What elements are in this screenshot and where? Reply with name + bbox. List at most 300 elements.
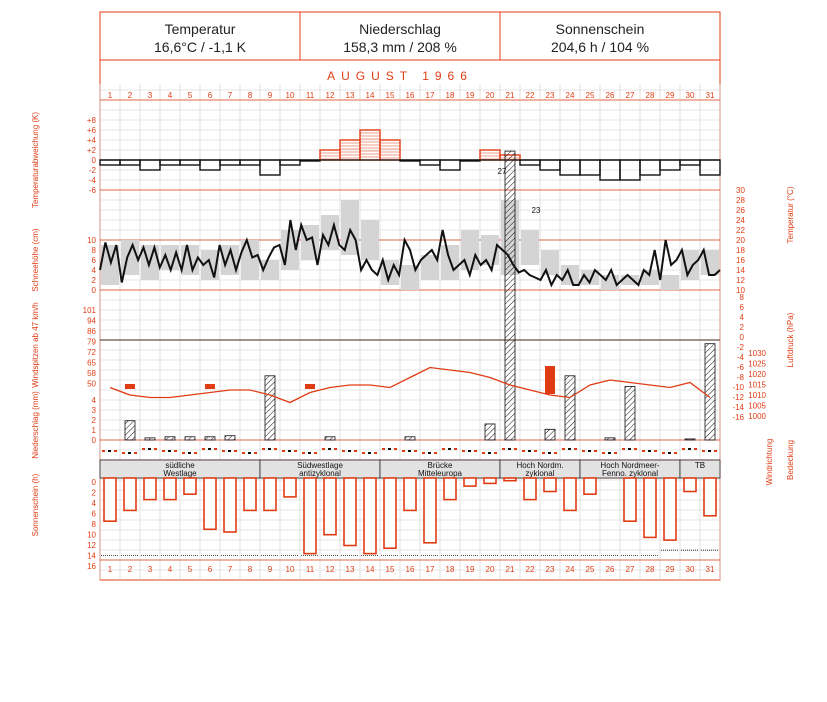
- precip-bar: [125, 421, 135, 440]
- snow-tick: 8: [91, 246, 96, 255]
- day-label: 13: [345, 91, 355, 100]
- sunshine-bar: [484, 478, 496, 483]
- weather-type-label: Hoch Nordmeer-: [600, 461, 660, 470]
- day-label: 28: [645, 565, 655, 574]
- day-label: 16: [405, 565, 415, 574]
- wind-dir-mark: [494, 452, 497, 454]
- snow-tick: 10: [87, 236, 96, 245]
- day-label: 20: [485, 91, 495, 100]
- pressure-tick: 1015: [748, 380, 766, 390]
- temp-tick: 28: [736, 196, 745, 205]
- day-label: 27: [625, 91, 635, 100]
- anomaly-bar: [680, 160, 700, 165]
- day-label: 17: [425, 565, 435, 574]
- day-label: 14: [365, 91, 375, 100]
- wind-dir-mark: [628, 448, 631, 450]
- wind-dir-mark: [222, 450, 225, 452]
- wind-dir-mark: [622, 448, 625, 450]
- anomaly-tick: +8: [86, 116, 96, 125]
- wind-dir-axis-label: Windrichtung: [765, 438, 774, 486]
- anomaly-tick: +4: [86, 136, 96, 145]
- wind-dir-mark: [548, 452, 551, 454]
- wind-dir-mark: [582, 450, 585, 452]
- anomaly-tick: -2: [88, 166, 96, 175]
- day-label: 31: [705, 565, 715, 574]
- sunshine-bar: [624, 478, 636, 521]
- precip-bar: [685, 439, 695, 440]
- precip-bar: [505, 151, 515, 440]
- sunshine-bar: [124, 478, 136, 510]
- temp-tick: 18: [736, 246, 745, 255]
- snow-tick: 4: [91, 266, 96, 275]
- wind-dir-mark: [442, 448, 445, 450]
- day-label: 3: [147, 565, 153, 574]
- anomaly-bar: [560, 160, 580, 175]
- anomaly-tick: +6: [86, 126, 96, 135]
- pressure-temp-tick: 2: [739, 323, 744, 332]
- wind-dir-mark: [554, 452, 557, 454]
- day-labels-top: [108, 91, 715, 100]
- day-label: 26: [605, 91, 615, 100]
- precip-bar: [225, 436, 235, 440]
- anomaly-tick: -6: [88, 186, 96, 195]
- wind-dir-mark: [254, 452, 257, 454]
- sunshine-bar: [704, 478, 716, 516]
- temp-tick: 22: [736, 226, 745, 235]
- wind-dir-mark: [702, 450, 705, 452]
- sunshine-bar: [104, 478, 116, 521]
- pressure-temp-tick: -6: [736, 363, 744, 372]
- wind-dir-mark: [268, 448, 271, 450]
- anomaly-bar: [120, 160, 140, 165]
- sunshine-bar: [504, 478, 516, 481]
- precip-bar: [705, 344, 715, 440]
- wind-dir-mark: [488, 452, 491, 454]
- pressure-temp-tick: 6: [739, 303, 744, 312]
- precipitation-panel: [92, 151, 715, 445]
- pressure-tick: 1025: [748, 359, 766, 369]
- anomaly-bar: [660, 160, 680, 170]
- sunshine-tick: 8: [91, 520, 96, 529]
- precip-bar: [265, 376, 275, 440]
- header-sun-value: 204,6 h / 104 %: [550, 39, 650, 55]
- anomaly-bar: [320, 150, 340, 160]
- sunshine-bar: [184, 478, 196, 494]
- wind-dir-mark: [648, 450, 651, 452]
- precip-tick: 2: [91, 416, 96, 425]
- day-label: 6: [207, 565, 213, 574]
- day-label: 5: [187, 565, 193, 574]
- wind-dir-mark: [682, 448, 685, 450]
- wind-dir-mark: [148, 448, 151, 450]
- sunshine-tick: 12: [87, 541, 96, 550]
- wind-dir-mark: [168, 450, 171, 452]
- day-label: 1: [107, 565, 113, 574]
- wind-dir-mark: [308, 452, 311, 454]
- header-temp-value: 16,6°C / -1,1 K: [154, 39, 246, 55]
- precip-bar: [165, 437, 175, 440]
- day-label: 15: [385, 91, 395, 100]
- wind-dir-mark: [362, 452, 365, 454]
- wind-dir-mark: [182, 452, 185, 454]
- wind-dir-mark: [642, 450, 645, 452]
- wind-dir-mark: [302, 452, 305, 454]
- day-label: 23: [545, 565, 555, 574]
- precip-tick: 3: [91, 406, 96, 415]
- wind-dir-mark: [514, 448, 517, 450]
- header-temp-title: Temperatur: [164, 21, 236, 37]
- temp-range-bar: [521, 230, 539, 265]
- header-table: [100, 12, 720, 60]
- day-label: 5: [187, 91, 193, 100]
- wind-dir-mark: [228, 450, 231, 452]
- temp-tick: 24: [736, 216, 745, 225]
- temp-range-bar: [541, 250, 559, 275]
- sunshine-bar: [304, 478, 316, 554]
- wind-dir-mark: [668, 452, 671, 454]
- snow-tick: 6: [91, 256, 96, 265]
- wind-dir-mark: [542, 452, 545, 454]
- wind-dir-mark: [274, 448, 277, 450]
- sunshine-tick: 4: [91, 499, 96, 508]
- snow-tick: 0: [91, 286, 96, 295]
- sunshine-tick: 10: [87, 530, 96, 540]
- precip-bar: [625, 387, 635, 441]
- wind-dir-mark: [654, 450, 657, 452]
- wind-dir-mark: [694, 448, 697, 450]
- cover-axis-label: Bedeckung: [786, 439, 795, 481]
- header-sun-title: Sonnenschein: [555, 21, 645, 37]
- wind-dir-mark: [708, 450, 711, 452]
- precip-bar: [185, 437, 195, 440]
- sunshine-tick: 0: [91, 478, 96, 487]
- precip-tick: 1: [91, 426, 96, 435]
- pressure-temp-tick: -8: [736, 373, 744, 382]
- peak-label: 27: [497, 167, 507, 176]
- day-label: 15: [385, 565, 395, 574]
- wind-dir-mark: [534, 450, 537, 452]
- wind-dir-mark: [342, 450, 345, 452]
- day-label: 28: [645, 91, 655, 100]
- day-label: 29: [665, 565, 675, 574]
- weather-type-label: südliche: [165, 461, 195, 470]
- precip-tick: 0: [91, 436, 96, 445]
- wind-dir-mark: [382, 448, 385, 450]
- wind-dir-mark: [474, 450, 477, 452]
- day-labels-bottom: [108, 565, 715, 574]
- wind-dir-mark: [234, 450, 237, 452]
- sunshine-bar: [424, 478, 436, 543]
- anomaly-tick: -4: [88, 176, 96, 185]
- wind-dir-mark: [448, 448, 451, 450]
- wind-dir-mark: [208, 448, 211, 450]
- wind-dir-mark: [354, 450, 357, 452]
- day-label: 10: [285, 91, 295, 100]
- wind-dir-mark: [588, 450, 591, 452]
- pressure-temp-tick: -16: [732, 413, 744, 422]
- precip-bar: [605, 438, 615, 440]
- day-label: 10: [285, 565, 295, 574]
- month-title: AUGUST 1966: [327, 69, 473, 83]
- day-label: 6: [207, 91, 213, 100]
- day-label: 2: [127, 565, 133, 574]
- sunshine-bar: [524, 478, 536, 500]
- precip-bar: [545, 429, 555, 440]
- weather-type-label: Mitteleuropa: [417, 469, 463, 478]
- day-label: 7: [227, 565, 233, 574]
- anomaly-bar: [180, 160, 200, 165]
- wind-dir-mark: [562, 448, 565, 450]
- anomaly-bar: [580, 160, 600, 175]
- day-label: 19: [465, 565, 475, 574]
- temp-tick: 12: [736, 276, 745, 285]
- wind-dir-mark: [174, 450, 177, 452]
- day-label: 24: [565, 565, 575, 574]
- wind-dir-mark: [714, 450, 717, 452]
- day-label: 29: [665, 91, 675, 100]
- day-label: 14: [365, 565, 375, 574]
- header-precip-title: Niederschlag: [359, 21, 441, 37]
- weather-type-panel: [100, 448, 720, 478]
- sunshine-bar: [344, 478, 356, 546]
- wind-dir-mark: [202, 448, 205, 450]
- sunshine-bar: [244, 478, 256, 510]
- sunshine-bar: [684, 478, 696, 492]
- sunshine-tick: 2: [91, 488, 96, 498]
- pressure-temp-tick: -12: [732, 393, 744, 402]
- wind-dir-mark: [394, 448, 397, 450]
- wind-dir-mark: [688, 448, 691, 450]
- wind-dir-mark: [428, 452, 431, 454]
- pressure-temp-tick: 8: [739, 293, 744, 302]
- anomaly-bar: [540, 160, 560, 170]
- pressure-tick: 1005: [748, 401, 766, 411]
- day-label: 12: [325, 91, 335, 100]
- sunshine-bar: [164, 478, 176, 500]
- wind-dir-mark: [322, 448, 325, 450]
- anomaly-bar: [240, 160, 260, 165]
- day-label: 24: [565, 91, 575, 100]
- wind-dir-mark: [188, 452, 191, 454]
- wind-gust-marker: [205, 384, 215, 389]
- anomaly-bar: [100, 160, 120, 165]
- wind-dir-mark: [108, 450, 111, 452]
- day-label: 2: [127, 91, 133, 100]
- anomaly-bar: [280, 160, 300, 165]
- pressure-tick: 1000: [748, 412, 766, 421]
- day-label: 12: [325, 565, 335, 574]
- wind-dir-mark: [434, 452, 437, 454]
- day-label: 21: [505, 91, 515, 100]
- wind-dir-mark: [194, 452, 197, 454]
- sunshine-panel: [87, 478, 719, 571]
- precip-bar: [405, 437, 415, 440]
- sunshine-bar: [144, 478, 156, 500]
- day-label: 21: [505, 565, 515, 574]
- wind-tick: 101: [82, 306, 96, 315]
- wind-dir-mark: [402, 450, 405, 452]
- weather-type-label: Fenno. zyklonal: [601, 469, 659, 478]
- wind-gust-marker: [545, 366, 555, 394]
- anomaly-bar: [700, 160, 720, 175]
- sunshine-bar: [464, 478, 476, 486]
- wind-dir-mark: [334, 448, 337, 450]
- wind-dir-mark: [662, 452, 665, 454]
- wind-dir-mark: [422, 452, 425, 454]
- wind-dir-mark: [454, 448, 457, 450]
- wind-dir-mark: [328, 448, 331, 450]
- day-label: 31: [705, 91, 715, 100]
- day-label: 26: [605, 565, 615, 574]
- header-precip-value: 158,3 mm / 208 %: [343, 39, 457, 55]
- anomaly-tick: 0: [91, 156, 96, 165]
- anomaly-bar: [440, 160, 460, 170]
- sunshine-bar: [544, 478, 556, 492]
- sunshine-bar: [364, 478, 376, 554]
- wind-dir-mark: [374, 452, 377, 454]
- wind-dir-mark: [134, 452, 137, 454]
- anomaly-bar: [640, 160, 660, 175]
- temp-tick: 26: [736, 206, 745, 215]
- wind-dir-mark: [522, 450, 525, 452]
- day-label: 30: [685, 91, 695, 100]
- anomaly-bar: [520, 160, 540, 165]
- wind-dir-mark: [248, 452, 251, 454]
- wind-dir-mark: [368, 452, 371, 454]
- wind-dir-mark: [614, 452, 617, 454]
- sunshine-bar: [584, 478, 596, 494]
- anomaly-tick: +2: [86, 146, 96, 155]
- wind-dir-mark: [348, 450, 351, 452]
- sunshine-bar: [284, 478, 296, 497]
- sunshine-tick: 6: [91, 509, 96, 519]
- pressure-tick: 1030: [748, 349, 766, 358]
- precip-bar: [485, 424, 495, 440]
- day-label: 30: [685, 565, 695, 574]
- sunshine-axis-label: Sonnenschein (h): [31, 473, 40, 537]
- wind-dir-mark: [414, 450, 417, 452]
- sunshine-bar: [384, 478, 396, 548]
- sunshine-bar: [444, 478, 456, 500]
- wind-dir-mark: [154, 448, 157, 450]
- wind-dir-mark: [314, 452, 317, 454]
- wind-dir-mark: [634, 448, 637, 450]
- temp-range-bar: [661, 275, 679, 290]
- pressure-temp-tick: -10: [732, 383, 744, 392]
- pressure-tick: 1020: [748, 370, 766, 379]
- day-label: 23: [545, 91, 555, 100]
- temp-axis-label: Temperatur (°C): [786, 186, 795, 244]
- day-label: 25: [585, 565, 595, 574]
- wind-dir-mark: [608, 452, 611, 454]
- sunshine-bar: [204, 478, 216, 529]
- temp-tick: 10: [736, 286, 745, 295]
- wind-gust-marker: [305, 384, 315, 389]
- day-label: 18: [445, 565, 455, 574]
- day-label: 3: [147, 91, 153, 100]
- pressure-temp-tick: -2: [736, 343, 744, 352]
- weather-type-label: zyklonal: [525, 469, 555, 478]
- day-label: 20: [485, 565, 495, 574]
- precip-bar: [145, 438, 155, 440]
- day-label: 22: [525, 91, 535, 100]
- temp-tick: 30: [736, 186, 745, 195]
- peak-label: 23: [531, 206, 541, 215]
- temp-tick: 16: [736, 256, 745, 265]
- sunshine-tick: 16: [87, 562, 96, 571]
- day-label: 27: [625, 565, 635, 574]
- sunshine-tick: 14: [87, 551, 96, 561]
- weather-type-label: antizyklonal: [299, 469, 341, 478]
- wind-dir-mark: [162, 450, 165, 452]
- pressure-temp-tick: -4: [736, 353, 744, 362]
- day-label: 17: [425, 91, 435, 100]
- temperature-panel: [87, 186, 745, 295]
- wind-dir-mark: [408, 450, 411, 452]
- wind-dir-mark: [594, 450, 597, 452]
- precip-bar: [565, 376, 575, 440]
- sunshine-bar: [644, 478, 656, 537]
- wind-dir-mark: [508, 448, 511, 450]
- wind-dir-mark: [294, 450, 297, 452]
- day-label: 19: [465, 91, 475, 100]
- wind-gust-marker: [125, 384, 135, 389]
- wind-dir-mark: [288, 450, 291, 452]
- day-label: 25: [585, 91, 595, 100]
- day-label: 4: [167, 91, 173, 100]
- wind-dir-mark: [142, 448, 145, 450]
- wind-tick: 58: [87, 369, 96, 378]
- pressure-panel: [83, 293, 767, 422]
- anomaly-bar: [200, 160, 220, 170]
- wind-dir-mark: [502, 448, 505, 450]
- day-label: 16: [405, 91, 415, 100]
- wind-dir-mark: [262, 448, 265, 450]
- sunshine-bar: [324, 478, 336, 535]
- day-label: 1: [107, 91, 113, 100]
- weather-type-label: Westlage: [163, 469, 197, 478]
- wind-dir-mark: [482, 452, 485, 454]
- anomaly-bar: [480, 150, 500, 160]
- temperature-anomaly-panel: [87, 116, 720, 195]
- precip-axis-label: Niederschlag (mm): [31, 391, 40, 459]
- pressure-temp-tick: 4: [739, 313, 744, 322]
- wind-tick: 86: [87, 327, 96, 336]
- wind-tick: 65: [87, 358, 96, 368]
- snow-axis-label: Schneehöhe (cm): [31, 228, 40, 292]
- precip-bar: [205, 437, 215, 440]
- snow-tick: 2: [91, 276, 96, 285]
- wind-dir-mark: [568, 448, 571, 450]
- precip-bar: [325, 437, 335, 440]
- sunshine-bar: [404, 478, 416, 510]
- temp-range-bar: [361, 220, 379, 260]
- wind-dir-mark: [528, 450, 531, 452]
- wind-dir-mark: [468, 450, 471, 452]
- day-label: 11: [305, 565, 315, 574]
- day-label: 7: [227, 91, 233, 100]
- wind-dir-mark: [282, 450, 285, 452]
- day-label: 22: [525, 565, 535, 574]
- anomaly-bar: [160, 160, 180, 165]
- wind-dir-mark: [602, 452, 605, 454]
- wind-dir-mark: [122, 452, 125, 454]
- sunshine-bar: [564, 478, 576, 510]
- wind-dir-mark: [214, 448, 217, 450]
- weather-type-label: Brücke: [427, 461, 453, 470]
- day-label: 4: [167, 565, 173, 574]
- anomaly-bar: [220, 160, 240, 165]
